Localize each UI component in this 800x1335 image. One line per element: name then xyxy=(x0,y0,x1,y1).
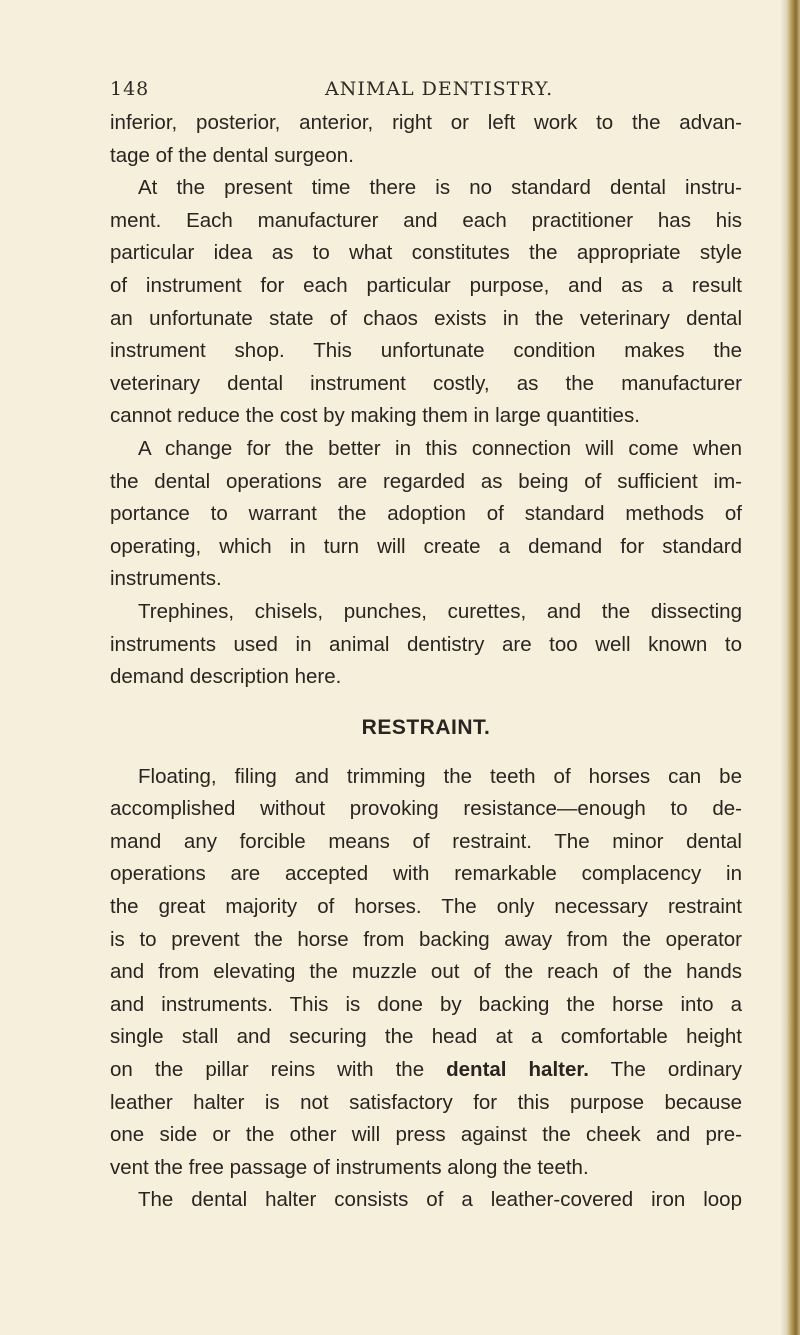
text-line: The dental halter consists of a leather-covered iron loop xyxy=(138,1188,742,1212)
text-run: The ordinary xyxy=(588,1058,742,1082)
text-line: At the present time there is no standard dental instru- xyxy=(138,176,742,200)
text-line: the great majority of horses. The only necessary restraint xyxy=(110,895,742,919)
text-line: Trephines, chisels, punches, curettes, and the dissecting xyxy=(138,599,742,623)
text-line: mand any forcible means of restraint. The minor dental xyxy=(110,829,742,853)
body-text xyxy=(110,107,742,1217)
section-heading-restraint: RESTRAINT. xyxy=(361,715,491,739)
text-line: and from elevating the muzzle out of the reach of the hands xyxy=(110,960,742,984)
text-line: demand description here. xyxy=(110,665,342,689)
text-line: cannot reduce the cost by making them in large quantities. xyxy=(110,404,640,428)
text-line: ment. Each manufacturer and each practitioner has his xyxy=(110,208,742,232)
paragraph-dental-halter xyxy=(110,1184,742,1217)
paragraph-standard-instrument xyxy=(110,172,742,433)
text-line: vent the free passage of instruments along the teeth. xyxy=(110,1155,589,1179)
text-line: instrument shop. This unfortunate condition makes the xyxy=(110,339,742,363)
running-title: ANIMAL DENTISTRY. xyxy=(325,78,554,100)
text-line: the dental operations are regarded as being of sufficient im- xyxy=(110,469,742,493)
paragraph-floating xyxy=(110,761,742,1185)
text-line: single stall and securing the head at a comfortable height xyxy=(110,1025,742,1049)
text-line: instruments. xyxy=(110,567,222,591)
text-line: one side or the other will press against the cheek and pre- xyxy=(110,1123,742,1147)
text-line: A change for the better in this connection will come when xyxy=(138,436,742,460)
text-line: particular idea as to what constitutes the appropriate style xyxy=(110,241,742,265)
paragraph-trephines xyxy=(110,596,742,694)
text-line: operations are accepted with remarkable complacency in xyxy=(110,862,742,886)
paragraph-change-for-better xyxy=(110,433,742,596)
running-head xyxy=(110,78,742,106)
text-line: instruments used in animal dentistry are too well known to xyxy=(110,632,742,656)
text-line: and instruments. This is done by backing the horse into a xyxy=(110,992,742,1016)
text-line-with-bold xyxy=(110,1054,742,1087)
paragraph-continuation xyxy=(110,107,742,172)
text-run: on the pillar reins with the xyxy=(110,1058,447,1082)
text-line: Floating, filing and trimming the teeth of horses can be xyxy=(138,764,742,788)
text-line: portance to warrant the adoption of standard methods of xyxy=(110,502,742,526)
bold-term-dental-halter: dental halter. xyxy=(446,1058,589,1082)
page-number: 148 xyxy=(110,78,150,100)
text-line: veterinary dental instrument costly, as the manufacturer xyxy=(110,371,742,395)
text-line: tage of the dental surgeon. xyxy=(110,143,354,167)
text-line: accomplished without provoking resistance—enough to de- xyxy=(110,797,742,821)
text-line: leather halter is not satisfactory for this purpose because xyxy=(110,1090,742,1114)
page-edge xyxy=(786,0,800,1335)
text-line: an unfortunate state of chaos exists in the veterinary dental xyxy=(110,306,742,330)
text-line: of instrument for each particular purpose, and as a result xyxy=(110,273,742,297)
text-line: is to prevent the horse from backing away from the operator xyxy=(110,927,742,951)
text-line: operating, which in turn will create a demand for standard xyxy=(110,534,742,558)
text-line: inferior, posterior, anterior, right or left work to the advan- xyxy=(110,111,742,134)
